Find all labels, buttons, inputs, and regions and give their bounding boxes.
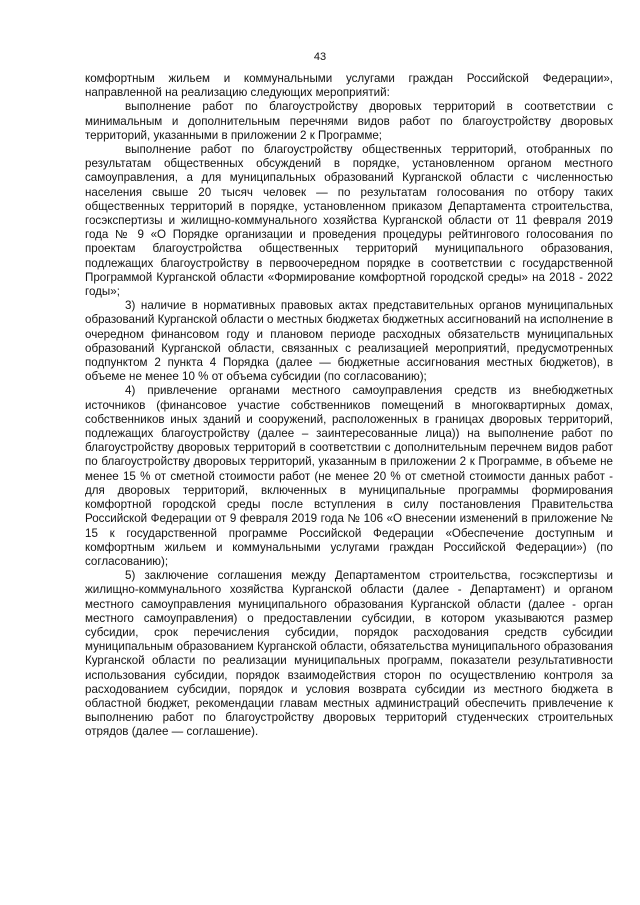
paragraph-yard-works: выполнение работ по благоустройству дворовых территорий в соответствии с минимальным и дополнительным перечнями видов работ по благоустройству дворовых территорий, указанными в приложении 2 к Программе; [85,100,613,142]
page-number: 43 [313,51,327,63]
paragraph-continuation: комфортным жильем и коммунальными услугами граждан Российской Федерации», направленной на реализацию следующих мероприятий: [85,72,613,100]
paragraph-public-works: выполнение работ по благоустройству общественных территорий, отобранных по результатам общественных обсуждений в порядке, установленном органом местного самоуправления, а для муниципальных образований Курганской области с численностью населения свыше 20 тысяч человек — по результатам голосования по отбору таких общественных территорий в порядке, установленном приказом Департамента строительства, госэкспертизы и жилищно-коммунального хозяйства Курганской области от 11 февраля 2019 года № 9 «О Порядке организации и проведения процедуры рейтингового голосования по проектам благоустройства общественных территорий муниципального образования, подлежащих благоустройству в первоочередном порядке в соответствии с государственной Программой Курганской области «Формирование комфортной городской среды» на 2018 - 2022 годы»; [85,143,613,299]
paragraph-item-3: 3) наличие в нормативных правовых актах представительных органов муниципальных образований Курганской области о местных бюджетах бюджетных ассигнований на исполнение в очередном финансовом году и плановом периоде расходных обязательств муниципальных образований Курганской области, связанных с реализацией мероприятий, предусмотренных подпунктом 2 пункта 4 Порядка (далее — бюджетные ассигнования местных бюджетов), в объеме не менее 10 % от объема субсидии (по согласованию); [85,299,613,384]
paragraph-item-5: 5) заключение соглашения между Департаментом строительства, госэкспертизы и жилищно-коммунального хозяйства Курганской области (далее - Департамент) и органом местного самоуправления муниципального образования Курганской области (далее - орган местного самоуправления) о предоставлении субсидии, в котором указываются размер субсидии, срок перечисления субсидии, порядок расходования средств субсидии муниципальным образованием Курганской области, обязательства муниципального образования Курганской области по реализации муниципальных программ, показатели результативности использования субсидии, порядок взаимодействия сторон по осуществлению контроля за расходованием субсидии, порядок и условия возврата субсидии из местного бюджета в областной бюджет, рекомендации главам местных администраций обеспечить привлечение к выполнению работ по благоустройству дворовых территорий студенческих строительных отрядов (далее — соглашение). [85,569,613,739]
document-body [85,72,613,740]
paragraph-item-4: 4) привлечение органами местного самоуправления средств из внебюджетных источников (финансовое участие собственников помещений в многоквартирных домах, собственников иных зданий и сооружений, расположенных в границах дворовых территорий, подлежащих благоустройству (далее – заинтересованные лица)) на выполнение работ по благоустройству дворовых территорий в соответствии с дополнительным перечнем видов работ по благоустройству дворовых территорий, указанным в приложении 2 к Программе, в объеме не менее 15 % от сметной стоимости работ (не менее 20 % от сметной стоимости данных работ - для дворовых территорий, включенных в муниципальные программы формирования комфортной городской среды после вступления в силу постановления Правительства Российской Федерации от 9 февраля 2019 года № 106 «О внесении изменений в приложение № 15 к государственной программе Российской Федерации «Обеспечение доступным и комфортным жильем и коммунальными услугами граждан Российской Федерации») (по согласованию); [85,384,613,568]
